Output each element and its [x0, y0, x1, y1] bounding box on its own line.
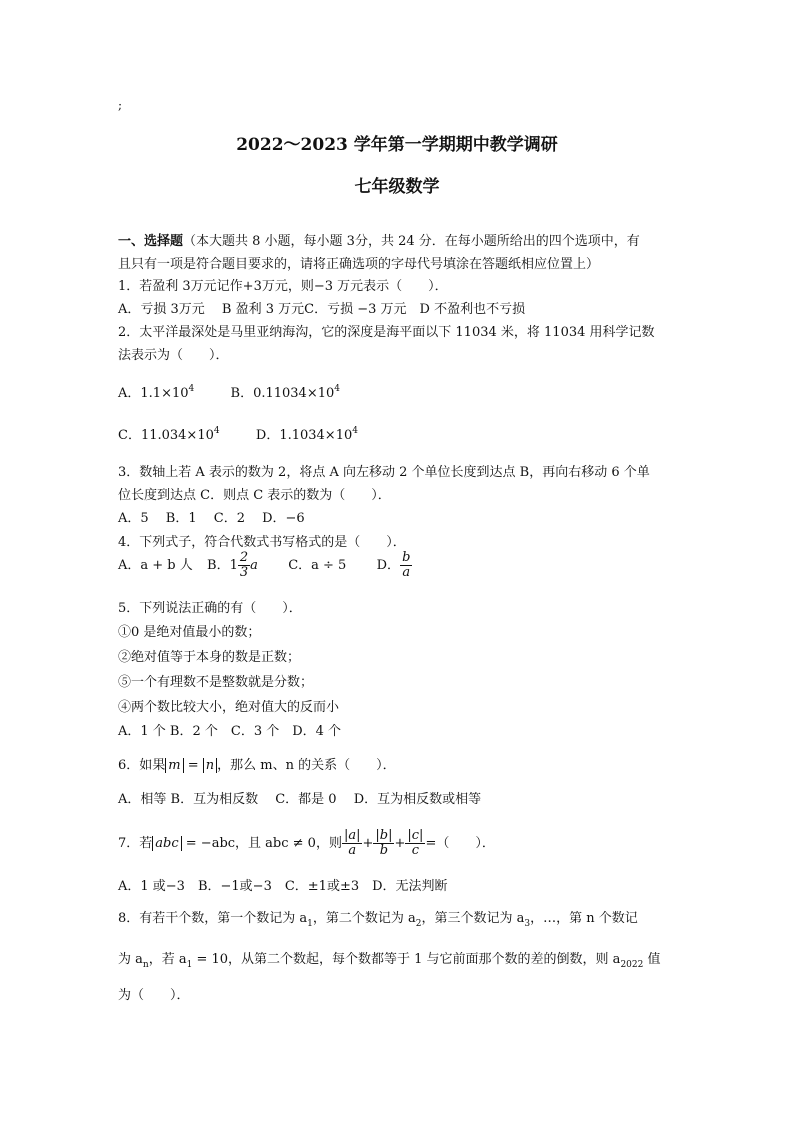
q7-prefix: 7．若: [118, 836, 153, 851]
exam-subtitle: 七年级数学: [354, 177, 440, 197]
q7-fraction-a-numerator: |a|: [343, 828, 361, 843]
q7-condition: = −abc，且 abc ≠ 0，则: [181, 836, 342, 851]
q8-line-1-part-a: 8．有若干个数，第一个数记为 a: [118, 911, 308, 926]
q2-options-row-2: [118, 427, 358, 446]
q4-option-d-numerator: b: [402, 550, 411, 565]
q2-option-c: C．11.034×10: [118, 428, 214, 443]
q4-option-d-denominator: a: [402, 565, 411, 580]
q7-abs-abc: abc: [152, 836, 181, 851]
q8-line-3: 为（ ）．: [118, 988, 190, 1003]
q6-stem: [118, 757, 396, 775]
q8-subscript-2022: 2022: [620, 960, 644, 970]
q5-statement-2: ②绝对值等于本身的数是正数；: [118, 650, 301, 665]
q6-prefix: 6．如果: [118, 758, 166, 773]
q4-option-b-variable: a: [250, 558, 258, 573]
section-intro-1: （本大题共 8 小题，每小题 3分，共 24 分．在每小题所给出的四个选项中，有: [183, 234, 640, 249]
q8-line-2-part-d: 值: [643, 952, 661, 967]
q7-fraction-a-denominator: a: [348, 843, 357, 858]
q2-option-b: B．0.11034×10: [230, 386, 335, 401]
q4-option-b-numerator: 2: [239, 550, 249, 565]
q7-fraction-b-denominator: b: [379, 843, 389, 858]
q3-stem-2: 位长度到达点 C．则点 C 表示的数为（ ）．: [118, 488, 391, 503]
q2-option-a: A．1.1×10: [118, 386, 189, 401]
q1-options: A．亏损 3万元 B 盈利 3 万元C．亏损 −3 万元 D 不盈利也不亏损: [118, 302, 526, 317]
q2-options-row-1: [118, 385, 340, 404]
q8-line-2-part-a: 为 a: [118, 952, 143, 967]
q2-stem-2: 法表示为（ ）．: [118, 348, 229, 363]
q6-abs-n: n: [203, 758, 217, 773]
section-label: 一、选择题: [118, 234, 184, 249]
q7-plus-2: +: [394, 836, 406, 851]
q8-line-1-part-c: ，第三个数记为 a: [421, 911, 525, 926]
q2-option-d-exp: 4: [352, 426, 358, 436]
q8-subscript-3: 3: [524, 919, 531, 929]
q1-stem: 1．若盈利 3万元记作+3万元，则−3 万元表示（ ）．: [118, 279, 448, 294]
q7-fraction-c-numerator: |c|: [407, 828, 424, 843]
section-intro-line-1: [118, 233, 640, 251]
q5-statement-1: ①0 是绝对值最小的数；: [118, 625, 261, 640]
q5-options: A．1 个 B．2 个 C．3 个 D．4 个: [118, 724, 342, 739]
q7-fraction-a: [342, 829, 363, 858]
q7-fraction-b: [373, 829, 394, 858]
q6-equals: =: [183, 758, 203, 773]
q8-line-1-part-b: ，第二个数记为 a: [312, 911, 416, 926]
q8-subscript-n: n: [142, 960, 149, 970]
q2-option-b-exp: 4: [334, 384, 340, 394]
q7-plus-1: +: [362, 836, 374, 851]
q5-statement-4: ④两个数比较大小，绝对值大的反而小: [118, 700, 340, 715]
q8-line-2-part-c: = 10，从第二个数起，每个数都等于 1 与它前面那个数的差的倒数，则 a: [192, 952, 621, 967]
q8-line-2-part-b: ，若 a: [148, 952, 187, 967]
q7-suffix: =（ ）．: [425, 836, 495, 851]
q8-subscript-1b: 1: [186, 960, 193, 970]
q4-option-b-prefix: B．1: [207, 558, 238, 573]
q4-option-d-prefix: D．: [376, 558, 401, 573]
q7-options: A．1 或−3 B．−1或−3 C．±1或±3 D．无法判断: [118, 879, 448, 894]
q8-subscript-1: 1: [307, 919, 313, 929]
stray-semicolon: ;: [118, 98, 123, 112]
q2-option-a-exp: 4: [188, 384, 195, 394]
q2-stem-1: 2．太平洋最深处是马里亚纳海沟，它的深度是海平面以下 11034 米，将 11034 用科学记数: [118, 325, 655, 340]
q8-line-2: [118, 951, 660, 970]
q5-stem: 5．下列说法正确的有（ ）．: [118, 601, 302, 616]
q6-suffix: ，那么 m、n 的关系（ ）．: [217, 758, 396, 773]
q4-option-a: A．a + b 人: [118, 558, 193, 573]
q4-stem: 4．下列式子，符合代数式书写格式的是（ ）．: [118, 535, 406, 550]
q5-statement-3: ⑤一个有理数不是整数就是分数；: [118, 675, 314, 690]
q8-subscript-2: 2: [415, 919, 422, 929]
q6-options: A．相等 B．互为相反数 C．都是 0 D．互为相反数或相等: [118, 792, 482, 807]
q4-option-b-fraction: [238, 551, 250, 580]
q4-option-d-fraction: [400, 551, 412, 580]
q4-options: [118, 550, 412, 582]
q7-fraction-c-denominator: c: [411, 843, 420, 858]
q3-stem-1: 3．数轴上若 A 表示的数为 2，将点 A 向左移动 2 个单位长度到达点 B，再向右移动 6 个单: [118, 465, 650, 480]
q7-stem: [118, 828, 495, 860]
q2-option-c-exp: 4: [213, 426, 220, 436]
q4-option-c: C．a ÷ 5: [288, 558, 347, 573]
section-intro-2: 且只有一项是符合题目要求的，请将正确选项的字母代号填涂在答题纸相应位置上）: [118, 257, 600, 272]
q8-line-1: [118, 910, 638, 929]
q7-fraction-c: [405, 829, 425, 858]
q8-line-1-part-d: ，…，第 n 个数记: [530, 911, 638, 926]
q2-option-d: D．1.1034×10: [255, 428, 353, 443]
q7-fraction-b-numerator: |b|: [375, 828, 393, 843]
q3-options: A．5 B．1 C．2 D．−6: [118, 511, 305, 526]
exam-title: 2022～2023 学年第一学期期中教学调研: [236, 135, 558, 155]
q4-option-b-denominator: 3: [239, 565, 249, 580]
q6-abs-m: m: [165, 758, 183, 773]
